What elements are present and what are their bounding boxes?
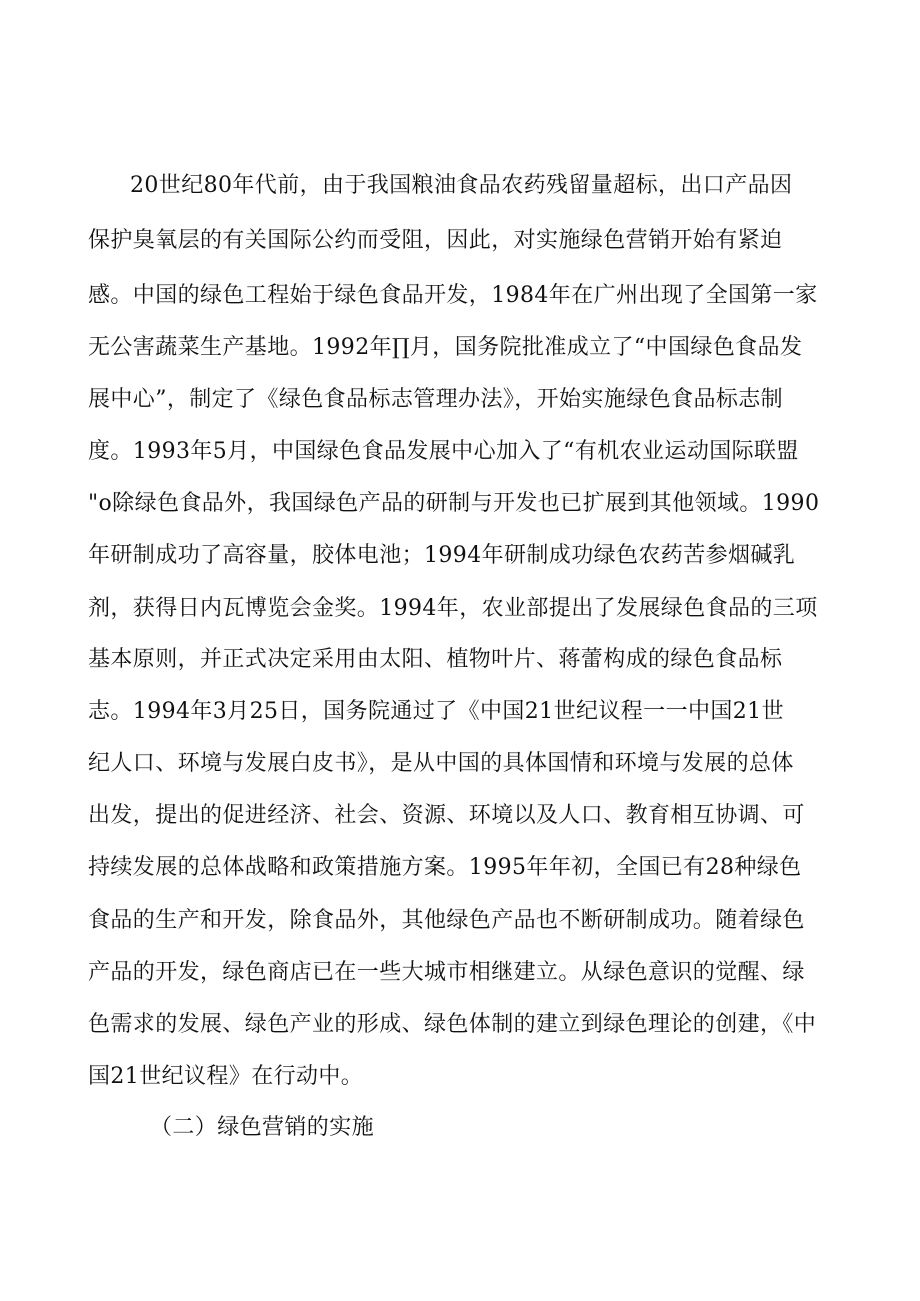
paragraph-line: 20世纪80年代前，由于我国粮油食品农药残留量超标，出口产品因 — [130, 173, 793, 198]
paragraph-line: 无公害蔬菜生产基地。1992年∏月，国务院批准成立了“中国绿色食品发 — [88, 335, 803, 360]
paragraph-line: 产品的开发，绿色商店已在一些大城市相继建立。从绿色意识的觉醒、绿 — [88, 960, 805, 985]
paragraph-line: 度。1993年5月，中国绿色食品发展中心加入了“有机农业运动国际联盟 — [88, 439, 799, 464]
paragraph-line: 感。中国的绿色工程始于绿色食品开发，1984年在广州出现了全国第一家 — [88, 283, 818, 308]
paragraph-line: 持续发展的总体战略和政策措施方案。1995年年初，全国已有28种绿色 — [88, 855, 802, 880]
paragraph-line: 食品的生产和开发，除食品外，其他绿色产品也不断研制成功。随着绿色 — [88, 908, 805, 933]
paragraph-line: 年研制成功了高容量，胶体电池；1994年研制成功绿色农药苦参烟碱乳 — [88, 543, 796, 568]
paragraph-line: 保护臭氧层的有关国际公约而受阻，因此，对实施绿色营销开始有紧迫 — [88, 228, 783, 253]
paragraph-line: 剂，获得日内瓦博览会金奖。1994年，农业部提出了发展绿色食品的三项 — [88, 596, 818, 621]
paragraph-line: "o除绿色食品外，我国绿色产品的研制与开发也已扩展到其他领域。1990 — [88, 491, 820, 516]
paragraph-line: 基本原则，并正式决定采用由太阳、植物叶片、蒋蕾构成的绿色食品标 — [88, 647, 783, 672]
paragraph-line: 国21世纪议程》在行动中。 — [88, 1064, 364, 1089]
paragraph-line: 出发，提出的促进经济、社会、资源、环境以及人口、教育相互协调、可 — [88, 803, 805, 828]
paragraph-line: 志。1994年3月25日，国务院通过了《中国21世纪议程一一中国21世 — [88, 699, 784, 724]
paragraph-line: 色需求的发展、绿色产业的形成、绿色体制的建立到绿色理论的创建，《中 — [88, 1012, 817, 1037]
section-heading: （二）绿色营销的实施 — [150, 1115, 375, 1140]
paragraph-line: 纪人口、环境与发展白皮书》，是从中国的具体国情和环境与发展的总体 — [88, 751, 794, 776]
paragraph-line: 展中心”，制定了《绿色食品标志管理办法》，开始实施绿色食品标志制 — [88, 387, 784, 412]
